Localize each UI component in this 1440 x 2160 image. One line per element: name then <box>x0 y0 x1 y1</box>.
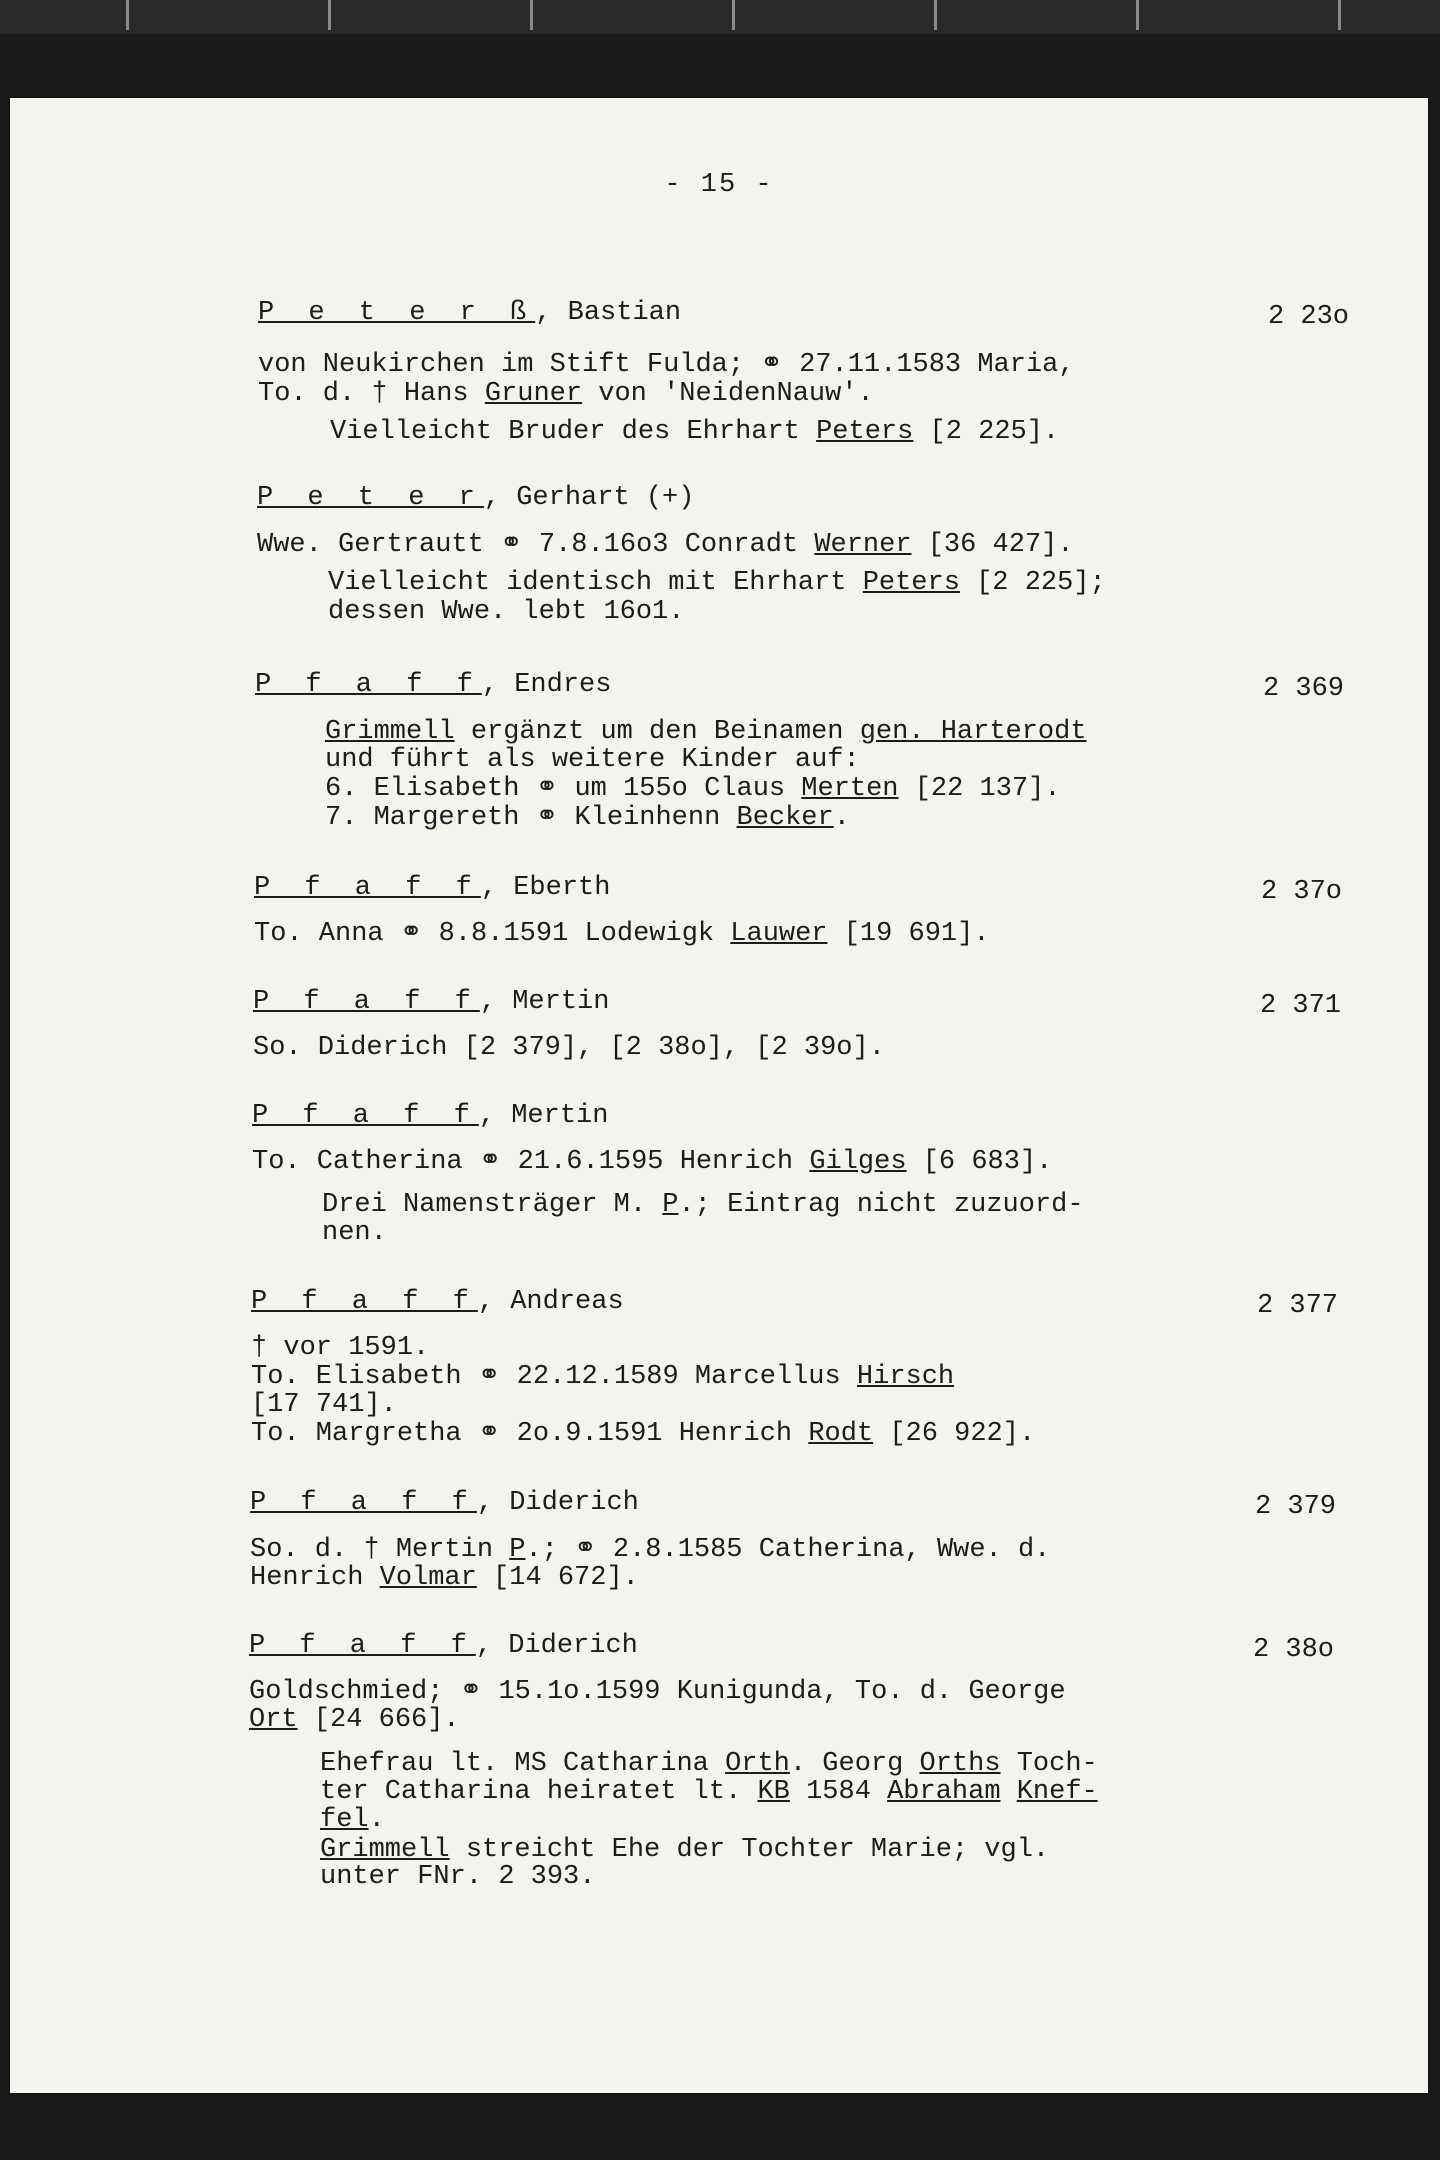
text-segment: [24 666]. <box>297 1705 460 1735</box>
text-segment: 1584 <box>789 1777 888 1807</box>
underlined-name: Knef- <box>1016 1777 1098 1807</box>
entry-heading <box>252 1101 608 1131</box>
underlined-name: Gilges <box>809 1147 907 1177</box>
text-segment: † vor 1591. <box>251 1333 430 1363</box>
entry-given-name: , Bastian <box>535 298 682 328</box>
entry-family-number: 2 37o <box>1261 877 1343 907</box>
text-segment: Wwe. Gertrautt ⚭ 7.8.16o3 Conradt <box>257 530 815 560</box>
text-segment: [2 225]. <box>913 417 1060 447</box>
underlined-name: KB <box>757 1777 790 1807</box>
entry-surname: P f a f f <box>249 1631 476 1661</box>
underlined-name: gen. Harterodt <box>859 717 1087 747</box>
film-tick <box>732 0 735 30</box>
underlined-name: Grimmell <box>320 1835 450 1865</box>
page-number: - 15 - <box>664 170 774 200</box>
text-segment: To. d. † Hans <box>258 379 485 409</box>
underlined-name: Peters <box>816 417 914 447</box>
underlined-name: Gruner <box>484 379 583 409</box>
entry-text-line <box>325 804 850 832</box>
entry-text-line <box>325 775 1061 803</box>
film-tick <box>1136 0 1139 30</box>
document-page <box>10 98 1428 2093</box>
entry-given-name: , Diderich <box>476 1488 639 1518</box>
entry-text-line <box>330 418 1059 446</box>
underlined-name: Orth <box>725 1749 790 1779</box>
text-segment: So. d. † Mertin <box>250 1535 510 1565</box>
text-segment: [22 137]. <box>898 774 1061 804</box>
entry-text-line <box>253 1034 885 1062</box>
entry-family-number: 2 377 <box>1257 1291 1339 1321</box>
underlined-name: Becker <box>736 803 834 833</box>
entry-surname: P f a f f <box>251 1287 478 1317</box>
entry-given-name: , Eberth <box>480 873 611 903</box>
text-segment: 6. Elisabeth ⚭ um 155o Claus <box>325 774 802 804</box>
entry-text-line <box>328 598 684 626</box>
text-segment: Vielleicht Bruder des Ehrhart <box>330 417 817 447</box>
text-segment: von 'NeidenNauw'. <box>582 379 874 409</box>
entry-text-line <box>250 1536 1050 1564</box>
entry-text-line <box>258 351 1075 379</box>
entry-given-name: , Endres <box>481 670 612 700</box>
entry-heading <box>254 873 610 903</box>
entry-text-line <box>320 1750 1098 1778</box>
text-segment: [17 741]. <box>251 1390 397 1420</box>
film-tick <box>934 0 937 30</box>
entry-family-number: 2 38o <box>1253 1635 1335 1665</box>
entry-text-line <box>249 1678 1066 1706</box>
film-tick <box>1338 0 1341 30</box>
entry-text-line <box>252 1148 1052 1176</box>
entry-heading <box>257 483 694 513</box>
entry-given-name: , Gerhart (+) <box>483 483 695 513</box>
underlined-name: Rodt <box>808 1419 874 1449</box>
film-tick <box>126 0 129 30</box>
entry-surname: P e t e r ß <box>258 298 536 328</box>
text-segment: streicht Ehe der Tochter Marie; vgl. <box>449 1835 1050 1865</box>
entry-text-line <box>320 1836 1049 1864</box>
text-segment: ter Catharina heiratet lt. <box>320 1777 758 1807</box>
text-segment: dessen Wwe. lebt 16o1. <box>328 597 685 627</box>
entry-surname: P f a f f <box>253 987 480 1017</box>
text-segment <box>1001 1777 1017 1807</box>
underlined-name: P <box>662 1190 679 1220</box>
entry-family-number: 2 371 <box>1260 991 1342 1021</box>
text-segment: Ehefrau lt. MS Catharina <box>320 1749 726 1779</box>
entry-text-line <box>249 1706 460 1734</box>
text-segment: von Neukirchen im Stift Fulda; ⚭ 27.11.1583 Maria, <box>258 350 1075 380</box>
text-segment: So. Diderich [2 379], [2 38o], [2 39o]. <box>253 1033 885 1063</box>
text-segment: Vielleicht identisch mit Ehrhart <box>328 568 863 598</box>
underlined-name: Merten <box>801 774 899 804</box>
text-segment: To. Elisabeth ⚭ 22.12.1589 Marcellus <box>251 1362 857 1392</box>
entry-text-line <box>251 1420 1035 1448</box>
entry-text-line <box>254 920 990 948</box>
text-segment: unter FNr. 2 393. <box>320 1862 596 1892</box>
text-segment: [26 922]. <box>873 1419 1036 1449</box>
entry-text-line <box>258 380 874 408</box>
film-strip-top <box>0 0 1440 34</box>
underlined-name: Abraham <box>887 1777 1001 1807</box>
entry-heading <box>258 298 681 328</box>
underlined-name: P <box>509 1535 526 1565</box>
entry-given-name: , Diderich <box>475 1631 638 1661</box>
entry-heading <box>249 1631 638 1661</box>
text-segment: . Georg <box>789 1749 920 1779</box>
entry-heading <box>253 987 609 1017</box>
entry-text-line <box>251 1334 429 1362</box>
underlined-name: Hirsch <box>856 1362 955 1392</box>
text-segment: To. Margretha ⚭ 2o.9.1591 Henrich <box>251 1419 809 1449</box>
underlined-name: Orths <box>919 1749 1001 1779</box>
underlined-name: Lauwer <box>730 919 828 949</box>
underlined-name: Volmar <box>379 1563 477 1593</box>
text-segment: . <box>368 1805 385 1835</box>
entry-surname: P f a f f <box>254 873 481 903</box>
film-tick <box>328 0 331 30</box>
underlined-name: Werner <box>814 530 912 560</box>
entry-text-line <box>320 1863 595 1891</box>
entry-text-line <box>320 1806 385 1834</box>
text-segment: Goldschmied; ⚭ 15.1o.1599 Kunigunda, To. d. George <box>249 1677 1066 1707</box>
entry-heading <box>250 1488 639 1518</box>
underlined-name: fel <box>320 1805 369 1835</box>
entry-heading <box>251 1287 624 1317</box>
film-tick <box>530 0 533 30</box>
text-segment: .; ⚭ 2.8.1585 Catherina, Wwe. d. <box>525 1535 1051 1565</box>
text-segment: [14 672]. <box>476 1563 639 1593</box>
entry-text-line <box>325 746 860 774</box>
entry-text-line <box>322 1219 387 1247</box>
entry-given-name: , Mertin <box>478 1101 609 1131</box>
entry-text-line <box>251 1391 397 1419</box>
text-segment: und führt als weitere Kinder auf: <box>325 745 860 775</box>
text-segment: ergänzt um den Beinamen <box>454 717 860 747</box>
entry-family-number: 2 369 <box>1263 674 1345 704</box>
entry-given-name: , Mertin <box>479 987 610 1017</box>
entry-text-line <box>325 718 1087 746</box>
entry-text-line <box>322 1191 1084 1219</box>
text-segment: . <box>833 803 850 833</box>
text-segment: [19 691]. <box>827 919 990 949</box>
text-segment: [2 225]; <box>959 568 1106 598</box>
entry-text-line <box>320 1778 1098 1806</box>
entry-given-name: , Andreas <box>477 1287 624 1317</box>
entry-heading <box>255 670 611 700</box>
entry-surname: P e t e r <box>257 483 484 513</box>
entry-surname: P f a f f <box>255 670 482 700</box>
text-segment: Drei Namensträger M. <box>322 1190 663 1220</box>
underlined-name: Grimmell <box>325 717 455 747</box>
text-segment: [6 683]. <box>906 1147 1053 1177</box>
text-segment: To. Catherina ⚭ 21.6.1595 Henrich <box>252 1147 810 1177</box>
text-segment: Toch- <box>1000 1749 1098 1779</box>
entry-text-line <box>328 569 1106 597</box>
text-segment: nen. <box>322 1218 387 1248</box>
text-segment: [36 427]. <box>911 530 1074 560</box>
entry-family-number: 2 23o <box>1268 302 1350 332</box>
text-segment: To. Anna ⚭ 8.8.1591 Lodewigk <box>254 919 731 949</box>
entry-text-line <box>251 1363 954 1391</box>
entry-surname: P f a f f <box>252 1101 479 1131</box>
entry-text-line <box>250 1564 639 1592</box>
entry-surname: P f a f f <box>250 1488 477 1518</box>
underlined-name: Peters <box>862 568 960 598</box>
entry-family-number: 2 379 <box>1255 1492 1337 1522</box>
text-segment: .; Eintrag nicht zuzuord- <box>678 1190 1084 1220</box>
text-segment: Henrich <box>250 1563 380 1593</box>
underlined-name: Ort <box>249 1705 298 1735</box>
entry-text-line <box>257 531 1074 559</box>
text-segment: 7. Margereth ⚭ Kleinhenn <box>325 803 737 833</box>
